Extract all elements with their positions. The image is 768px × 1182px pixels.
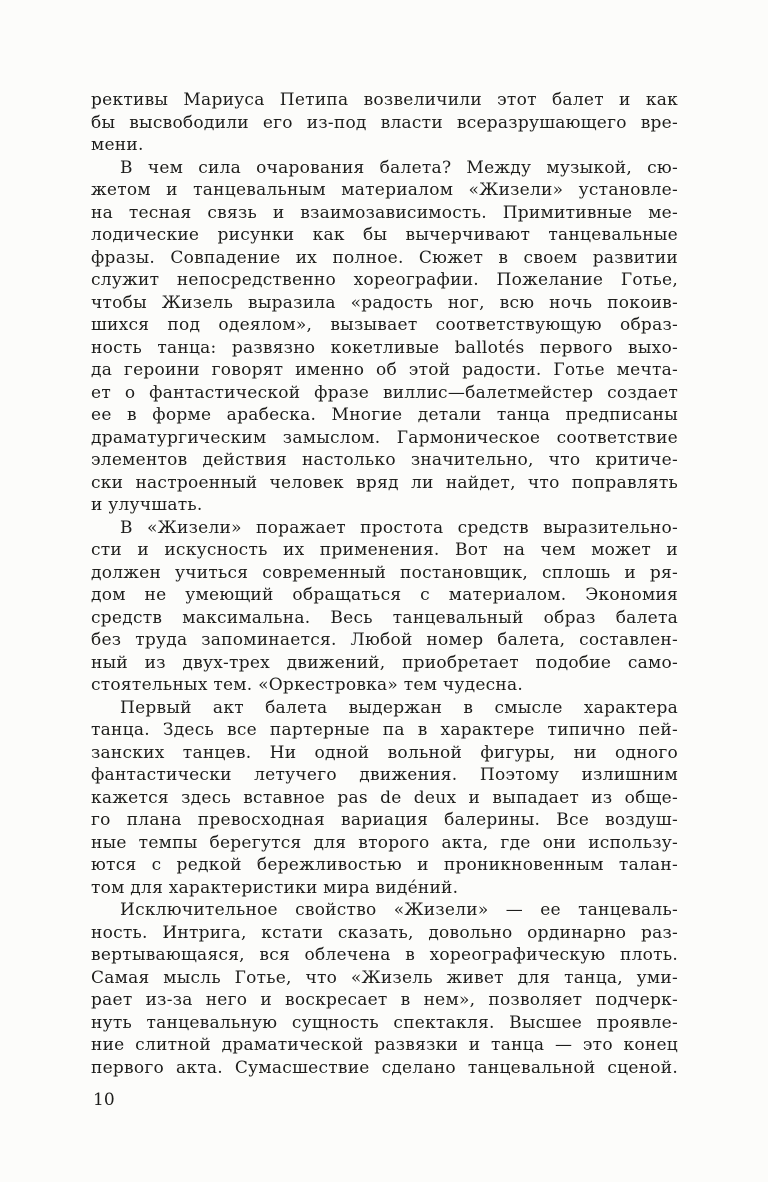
text-line: нуть танцевальную сущность спектакля. Высшее проявле- [91, 1012, 678, 1033]
page-number: 10 [93, 1090, 115, 1110]
text-line: первого акта. Сумасшествие сделано танцевальной сценой. [91, 1057, 678, 1078]
text-line: элементов действия настолько значительно, что критиче- [91, 450, 678, 470]
text-line: фразы. Совпадение их полное. Сюжет в своем развитии [91, 247, 678, 268]
text-line: танца. Здесь все партерные па в характере типично пей- [91, 720, 678, 740]
text-line: драматургическим замыслом. Гармоническое соответствие [91, 427, 678, 448]
text-line: Самая мысль Готье, что «Жизель живет для танца, уми- [91, 967, 678, 988]
text-line: Первый акт балета выдержан в смысле характера [120, 697, 678, 718]
text-line: стоятельных тем. «Оркестровка» тем чудесна. [91, 675, 524, 695]
text-line: го плана превосходная вариация балерины. Все воздуш- [91, 810, 678, 830]
text-line: на тесная связь и взаимозависимость. Примитивные ме- [91, 202, 678, 223]
text-line: том для характеристики мира виде́ний. [91, 877, 459, 898]
text-line: вертывающаяся, вся облечена в хореографическую плоть. [91, 945, 678, 965]
text-line: занских танцев. Ни одной вольной фигуры, ни одного [91, 742, 678, 763]
text-line: ет о фантастической фразе виллис—балетмейстер создает [91, 382, 678, 403]
text-line: шихся под одеялом», вызывает соответствующую образ- [91, 315, 678, 335]
text-line: дом не умеющий обращаться с материалом. Экономия [91, 585, 678, 605]
text-line: да героини говорят именно об этой радости. Готье мечта- [91, 360, 678, 380]
text-line: ски настроенный человек вряд ли найдет, что поправлять [91, 472, 678, 493]
paragraph [91, 517, 678, 697]
text-line: сти и искусность их применения. Вот на чем может и [91, 540, 678, 560]
text-line: рективы Мариуса Петипа возвеличили этот балет и как [91, 90, 678, 110]
paragraph [91, 157, 678, 517]
paragraph [91, 697, 678, 900]
text-line: ность. Интрига, кстати сказать, довольно ординарно раз- [91, 922, 678, 943]
text-line: ние слитной драматической развязки и танца — это конец [91, 1035, 678, 1055]
text-line: чтобы Жизель выразила «радость ног, всю ночь покоив- [91, 292, 678, 313]
text-line: и улучшать. [91, 495, 203, 515]
text-line: средств максимальна. Весь танцевальный образ балета [91, 607, 678, 628]
text-line: ность танца: развязно кокетливые ballotés первого выхо- [91, 337, 678, 358]
text-line: должен учиться современный постановщик, сплошь и ря- [91, 562, 678, 583]
text-line: ные темпы берегутся для второго акта, где они использу- [91, 832, 678, 853]
body-text [91, 89, 678, 1079]
text-line: В чем сила очарования балета? Между музыкой, сю- [120, 157, 678, 178]
text-line: лодические рисунки как бы вычерчивают танцевальные [91, 225, 678, 245]
text-line: мени. [91, 135, 144, 155]
text-line: кажется здесь вставное pas de deux и выпадает из обще- [91, 787, 678, 808]
text-line: служит непосредственно хореографии. Пожелание Готье, [91, 270, 678, 290]
text-line: жетом и танцевальным материалом «Жизели» установле- [91, 180, 678, 200]
paragraph [91, 899, 678, 1079]
text-line: рает из-за него и воскресает в нем», позволяет подчерк- [91, 990, 678, 1010]
text-line: фантастически летучего движения. Поэтому излишним [91, 765, 678, 785]
text-line: ее в форме арабеска. Многие детали танца предписаны [91, 405, 678, 425]
text-line: В «Жизели» поражает простота средств выразительно- [120, 517, 678, 538]
text-line: ются с редкой бережливостью и проникновенным талан- [91, 855, 678, 875]
text-line: без труда запоминается. Любой номер балета, составлен- [91, 630, 678, 650]
text-line: ный из двух-трех движений, приобретает подобие само- [91, 652, 678, 673]
text-line: бы высвободили его из-под власти всеразрушающего вре- [91, 112, 678, 133]
text-line: Исключительное свойство «Жизели» — ее танцеваль- [120, 900, 678, 920]
paragraph [91, 89, 678, 157]
